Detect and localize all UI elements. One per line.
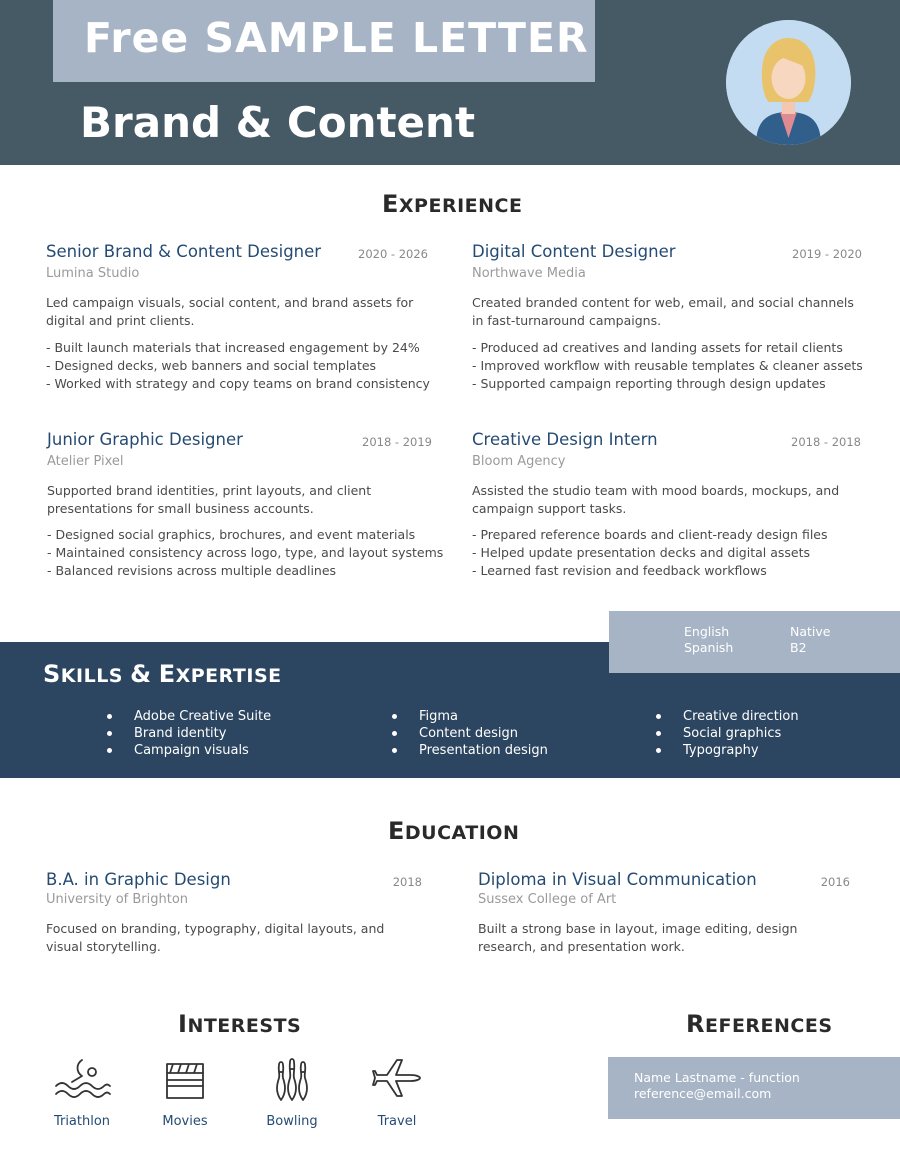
reference-name: Name Lastname - function — [634, 1070, 800, 1085]
skill-item: Creative direction — [656, 708, 799, 725]
degree-year: 2018 — [392, 875, 422, 889]
reference-box — [608, 1057, 900, 1119]
skills-column — [656, 708, 799, 759]
interest-item — [252, 1056, 332, 1129]
school-name: University of Brighton — [46, 892, 189, 907]
experience-heading-initial: E — [382, 190, 399, 218]
job-dates: 2020 - 2026 — [358, 247, 428, 261]
interest-item — [42, 1056, 122, 1129]
interest-item — [145, 1056, 225, 1129]
job-description: Supported brand identities, print layouts, and client presentations for small business accounts. — [47, 483, 372, 516]
language-level: B2 — [790, 640, 807, 655]
experience-heading-rest: XPERIENCE — [398, 195, 523, 217]
degree-description: Focused on branding, typography, digital layouts, and visual storytelling. — [46, 921, 385, 954]
job-description: Created branded content for web, email, and social channels in fast-turnaround campaigns. — [472, 295, 854, 328]
skill-item: Content design — [392, 725, 548, 742]
experience-heading — [382, 190, 522, 218]
job-bullet: - Prepared reference boards and client-ready design files — [472, 527, 828, 542]
language-level: Native — [790, 624, 831, 639]
skill-item: Figma — [392, 708, 548, 725]
interest-label: Movies — [162, 1114, 208, 1129]
avatar — [726, 20, 851, 145]
swimmer-icon — [52, 1056, 112, 1102]
job-dates: 2018 - 2019 — [362, 435, 432, 449]
job-bullet: - Produced ad creatives and landing assets for retail clients — [472, 340, 843, 355]
job-bullet: - Worked with strategy and copy teams on brand consistency — [46, 376, 430, 391]
bowling-pins-icon — [269, 1056, 315, 1102]
references-heading-rest: EFERENCES — [704, 1015, 833, 1037]
interests-heading-rest: NTERESTS — [187, 1015, 302, 1037]
job-company: Bloom Agency — [472, 454, 566, 469]
interest-label: Travel — [377, 1114, 417, 1129]
skills-column — [392, 708, 548, 759]
degree-description: Built a strong base in layout, image editing, design research, and presentation work. — [478, 921, 798, 954]
job-bullet: - Maintained consistency across logo, type, and layout systems — [47, 545, 444, 560]
job-bullet: - Balanced revisions across multiple deadlines — [47, 563, 337, 578]
job-title: Junior Graphic Designer — [47, 430, 243, 449]
skill-item: Typography — [656, 742, 799, 759]
job-bullets — [47, 526, 447, 580]
references-heading-initial: R — [686, 1010, 705, 1038]
job-bullet: - Built launch materials that increased engagement by 24% — [46, 340, 420, 355]
interest-label: Bowling — [266, 1114, 318, 1129]
skill-item: Campaign visuals — [107, 742, 271, 759]
interest-label: Triathlon — [53, 1114, 111, 1129]
interests-heading — [178, 1010, 301, 1038]
job-dates: 2018 - 2018 — [791, 435, 861, 449]
clapperboard-icon — [162, 1056, 208, 1102]
language-name: English — [684, 624, 730, 639]
interest-item — [357, 1056, 437, 1129]
expertise-heading-rest: XPERTISE — [175, 665, 282, 687]
skill-item: Social graphics — [656, 725, 799, 742]
job-title: Senior Brand & Content Designer — [46, 242, 322, 261]
job-bullet: - Learned fast revision and feedback workflows — [472, 563, 767, 578]
job-description: Led campaign visuals, social content, and brand assets for digital and print clients. — [46, 295, 414, 328]
job-bullets — [472, 526, 872, 580]
degree-title: B.A. in Graphic Design — [46, 870, 231, 889]
job-bullet: - Helped update presentation decks and digital assets — [472, 545, 811, 560]
job-bullet: - Designed social graphics, brochures, and event materials — [47, 527, 416, 542]
reference-email: reference@email.com — [634, 1086, 772, 1101]
skill-item: Presentation design — [392, 742, 548, 759]
job-title: Digital Content Designer — [472, 242, 676, 261]
skills-heading-initial: S — [43, 660, 61, 688]
education-heading — [388, 817, 519, 845]
job-company: Lumina Studio — [46, 266, 140, 281]
document-title: Free SAMPLE LETTER — [84, 14, 589, 62]
job-company: Atelier Pixel — [47, 454, 124, 469]
school-name: Sussex College of Art — [478, 892, 617, 907]
education-heading-initial: E — [388, 817, 405, 845]
degree-year: 2016 — [820, 875, 850, 889]
language-name: Spanish — [684, 640, 734, 655]
job-bullet: - Designed decks, web banners and social templates — [46, 358, 377, 373]
job-description: Assisted the studio team with mood boards, mockups, and campaign support tasks. — [472, 483, 840, 516]
job-title: Creative Design Intern — [472, 430, 658, 449]
job-bullet: - Supported campaign reporting through design updates — [472, 376, 826, 391]
languages-box — [609, 611, 900, 673]
job-dates: 2019 - 2020 — [792, 247, 862, 261]
skill-item: Brand identity — [107, 725, 271, 742]
job-company: Northwave Media — [472, 266, 586, 281]
skills-column — [107, 708, 271, 759]
woman-avatar-icon — [726, 20, 851, 145]
degree-title: Diploma in Visual Communication — [478, 870, 757, 889]
expertise-heading-initial: E — [158, 660, 176, 688]
airplane-icon — [372, 1056, 422, 1102]
references-heading — [686, 1010, 833, 1038]
job-bullets — [46, 339, 446, 393]
skills-heading-rest: KILLS — [60, 665, 123, 687]
skills-heading — [43, 660, 282, 688]
skill-item: Adobe Creative Suite — [107, 708, 271, 725]
interests-heading-initial: I — [178, 1010, 188, 1038]
job-bullet: - Improved workflow with reusable templates & cleaner assets — [472, 358, 863, 373]
document-subtitle: Brand & Content — [80, 98, 476, 147]
education-heading-rest: DUCATION — [404, 822, 520, 844]
job-bullets — [472, 339, 872, 393]
skills-heading-ampersand: & — [130, 660, 152, 688]
